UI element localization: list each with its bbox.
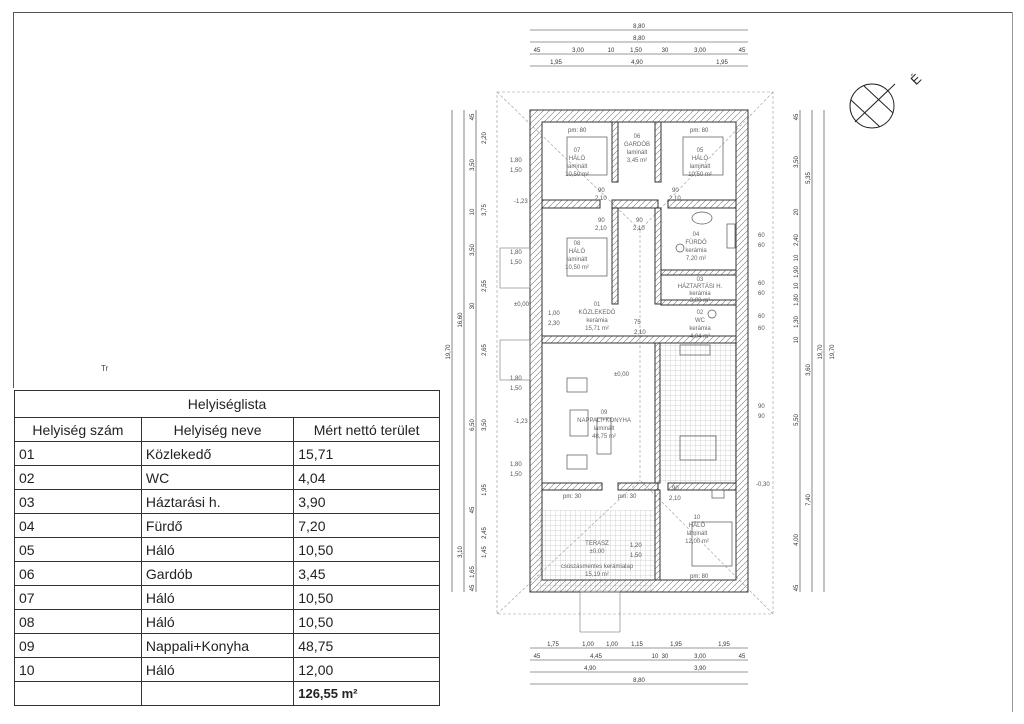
- svg-text:4,90: 4,90: [584, 666, 596, 672]
- svg-text:15,71 m²: 15,71 m²: [585, 326, 609, 332]
- room-number: 05: [15, 538, 142, 562]
- svg-text:60: 60: [758, 281, 765, 287]
- svg-text:kerámia: kerámia: [689, 291, 711, 297]
- dimension-chains-right: [794, 110, 836, 592]
- svg-text:3,00: 3,00: [572, 48, 584, 54]
- svg-text:kerámia: kerámia: [689, 326, 711, 332]
- svg-text:1,95: 1,95: [670, 642, 682, 648]
- svg-text:1,65: 1,65: [470, 566, 476, 578]
- floor-plan: [440, 14, 1024, 714]
- svg-text:4,00: 4,00: [794, 534, 800, 546]
- svg-text:4,45: 4,45: [590, 654, 602, 660]
- svg-text:3,50: 3,50: [482, 419, 488, 431]
- svg-text:07: 07: [573, 148, 581, 154]
- svg-text:-1,23: -1,23: [514, 199, 528, 205]
- svg-text:±0,00: ±0,00: [614, 372, 629, 378]
- svg-text:2,10: 2,10: [595, 226, 607, 232]
- table-row: [15, 442, 440, 466]
- svg-text:2,10: 2,10: [634, 330, 646, 336]
- svg-text:10,50 m²: 10,50 m²: [565, 172, 589, 178]
- svg-text:02: 02: [696, 310, 704, 316]
- svg-text:30: 30: [661, 654, 669, 660]
- svg-text:TERASZ: TERASZ: [585, 541, 609, 547]
- svg-text:30: 30: [661, 48, 669, 54]
- svg-text:1,50: 1,50: [510, 260, 522, 266]
- svg-text:1,50: 1,50: [630, 553, 642, 559]
- svg-text:10: 10: [794, 254, 800, 262]
- svg-text:3,50: 3,50: [470, 159, 476, 171]
- svg-text:30: 30: [470, 302, 476, 310]
- room-number: 03: [15, 490, 142, 514]
- svg-text:HÁLÓ: HÁLÓ: [568, 249, 586, 255]
- svg-text:20: 20: [794, 208, 800, 216]
- svg-text:3,75: 3,75: [482, 204, 488, 216]
- svg-text:10: 10: [794, 282, 800, 290]
- svg-text:-0,30: -0,30: [756, 482, 770, 488]
- dimension-chains-top: [530, 24, 748, 66]
- col-header-number: Helyiség szám: [15, 418, 142, 442]
- svg-text:8,80: 8,80: [633, 24, 645, 30]
- svg-text:3,50: 3,50: [794, 156, 800, 168]
- room-area: 4,04: [294, 466, 440, 490]
- svg-text:1,95: 1,95: [550, 60, 562, 66]
- svg-text:laminált: laminált: [566, 257, 588, 263]
- room-area: 10,50: [294, 538, 440, 562]
- svg-text:10,50 m²: 10,50 m²: [565, 265, 589, 271]
- svg-text:pm: 80: pm: 80: [568, 128, 587, 134]
- room-area: 10,50: [294, 610, 440, 634]
- svg-text:90: 90: [758, 404, 765, 410]
- svg-text:06: 06: [633, 134, 641, 140]
- svg-text:KÖZLEKEDŐ: KÖZLEKEDŐ: [578, 310, 616, 316]
- svg-text:12,00 m²: 12,00 m²: [685, 539, 709, 545]
- svg-text:5,35: 5,35: [806, 172, 812, 184]
- svg-text:7,40: 7,40: [806, 494, 812, 506]
- svg-text:NAPPALI+KONYHA: NAPPALI+KONYHA: [577, 418, 631, 424]
- room-area: 12,00: [294, 658, 440, 682]
- room-number: 06: [15, 562, 142, 586]
- table-total-row: [15, 682, 440, 706]
- svg-text:pm: 30: pm: 30: [563, 494, 582, 500]
- room-list-table: [14, 390, 440, 706]
- svg-text:FÜRDŐ: FÜRDŐ: [685, 240, 707, 246]
- svg-text:1,80: 1,80: [510, 376, 522, 382]
- svg-text:19,70: 19,70: [830, 344, 836, 360]
- room-number: 07: [15, 586, 142, 610]
- table-row: [15, 514, 440, 538]
- svg-text:laminált: laminált: [593, 426, 615, 432]
- svg-text:10: 10: [693, 515, 701, 521]
- room-label-08: [565, 241, 589, 271]
- svg-text:1,15: 1,15: [631, 642, 643, 648]
- svg-text:1,20: 1,20: [630, 543, 642, 549]
- table-row: [15, 562, 440, 586]
- room-label-05: [688, 148, 712, 178]
- dimension-chains-left: [446, 110, 488, 592]
- svg-text:45: 45: [794, 584, 800, 592]
- svg-text:-1,23: -1,23: [514, 419, 528, 425]
- svg-text:WC: WC: [695, 318, 705, 324]
- room-number: 08: [15, 610, 142, 634]
- room-area: 48,75: [294, 634, 440, 658]
- svg-text:1,80: 1,80: [510, 158, 522, 164]
- svg-text:10: 10: [794, 336, 800, 344]
- svg-text:90: 90: [598, 188, 605, 194]
- svg-text:1,95: 1,95: [716, 60, 728, 66]
- svg-text:45: 45: [470, 113, 476, 121]
- svg-text:4,04 m²: 4,04 m²: [689, 334, 711, 340]
- svg-text:pm: 80: pm: 80: [690, 574, 709, 580]
- svg-text:1,45: 1,45: [482, 546, 488, 558]
- table-row: [15, 586, 440, 610]
- svg-text:pm: 80: pm: 80: [690, 128, 709, 134]
- svg-text:45: 45: [738, 654, 746, 660]
- svg-text:3,90: 3,90: [694, 666, 706, 672]
- room-label-07: [565, 148, 589, 178]
- room-area: 10,50: [294, 586, 440, 610]
- room-label-06: [624, 134, 650, 164]
- stove: [712, 490, 724, 498]
- armchair-2: [567, 455, 587, 469]
- svg-text:1,00: 1,00: [582, 642, 594, 648]
- svg-text:csúszásmentes kerámialap: csúszásmentes kerámialap: [560, 564, 634, 570]
- svg-text:04: 04: [692, 232, 700, 238]
- svg-text:60: 60: [758, 233, 765, 239]
- svg-text:45: 45: [470, 506, 476, 514]
- svg-text:1,80: 1,80: [794, 294, 800, 306]
- room-list-caption: Helyiséglista: [15, 391, 440, 418]
- svg-text:7,20 m²: 7,20 m²: [685, 256, 707, 262]
- svg-text:pm: 30: pm: 30: [618, 494, 637, 500]
- svg-text:2,10: 2,10: [669, 496, 681, 502]
- svg-text:2,20: 2,20: [482, 132, 488, 144]
- svg-text:2,65: 2,65: [482, 344, 488, 356]
- room-label-04: [685, 232, 707, 262]
- svg-text:HÁLÓ: HÁLÓ: [688, 523, 706, 529]
- svg-text:5,50: 5,50: [794, 414, 800, 426]
- svg-text:1,00: 1,00: [606, 642, 618, 648]
- room-name: Közlekedő: [141, 442, 293, 466]
- svg-text:1,90: 1,90: [794, 266, 800, 278]
- svg-text:laminált: laminált: [626, 150, 648, 156]
- svg-text:10: 10: [607, 48, 615, 54]
- svg-text:2,10: 2,10: [669, 196, 681, 202]
- svg-text:10: 10: [651, 654, 659, 660]
- svg-text:laminált: laminált: [689, 164, 711, 170]
- room-name: Nappali+Konyha: [141, 634, 293, 658]
- svg-text:48,75 m²: 48,75 m²: [592, 434, 616, 440]
- svg-text:1,30: 1,30: [794, 316, 800, 328]
- svg-text:03: 03: [696, 277, 704, 283]
- room-label-10: [685, 515, 709, 545]
- svg-text:2,30: 2,30: [548, 321, 560, 327]
- svg-text:HÁLÓ: HÁLÓ: [691, 156, 709, 162]
- svg-text:3,60: 3,60: [806, 364, 812, 376]
- svg-text:3,50: 3,50: [470, 244, 476, 256]
- svg-text:kerámia: kerámia: [586, 318, 608, 324]
- dimension-chains-bottom: [530, 642, 748, 684]
- sheet-frame-top: [13, 12, 1013, 13]
- svg-text:3,90 m²: 3,90 m²: [689, 298, 711, 304]
- svg-text:1,80: 1,80: [510, 462, 522, 468]
- room-number: 01: [15, 442, 142, 466]
- room-number: 10: [15, 658, 142, 682]
- table-row: [15, 538, 440, 562]
- svg-text:45: 45: [738, 48, 746, 54]
- room-area: 3,45: [294, 562, 440, 586]
- svg-text:1,50: 1,50: [510, 386, 522, 392]
- armchair-1: [567, 378, 587, 392]
- room-label-01: [579, 302, 616, 332]
- svg-text:15,19 m²: 15,19 m²: [585, 572, 609, 578]
- room-number: 09: [15, 634, 142, 658]
- north-arrow-icon: [850, 71, 924, 128]
- svg-text:É: É: [907, 71, 925, 88]
- room-number: 04: [15, 514, 142, 538]
- svg-text:1,95: 1,95: [718, 642, 730, 648]
- room-area: 7,20: [294, 514, 440, 538]
- svg-text:16,60: 16,60: [458, 312, 464, 328]
- svg-text:laminált: laminált: [686, 531, 708, 537]
- table-row: [15, 610, 440, 634]
- room-name: Háló: [141, 658, 293, 682]
- sink: [692, 212, 712, 224]
- room-label-09: [577, 410, 631, 440]
- svg-text:1,50: 1,50: [510, 168, 522, 174]
- svg-text:2,55: 2,55: [482, 280, 488, 292]
- svg-text:3,45 m²: 3,45 m²: [626, 158, 648, 164]
- table-row: [15, 634, 440, 658]
- svg-text:1,80: 1,80: [510, 250, 522, 256]
- svg-text:10,50 m²: 10,50 m²: [688, 172, 712, 178]
- svg-text:60: 60: [758, 243, 765, 249]
- svg-text:1,50: 1,50: [630, 48, 642, 54]
- room-name: Háztarási h.: [141, 490, 293, 514]
- svg-text:±0,00: ±0,00: [514, 302, 529, 308]
- svg-text:2,10: 2,10: [595, 196, 607, 202]
- svg-text:90: 90: [672, 486, 679, 492]
- col-header-area: Mért nettó terület: [294, 418, 440, 442]
- svg-text:01: 01: [593, 302, 601, 308]
- toilet-bath: [676, 244, 684, 252]
- svg-text:HÁLÓ: HÁLÓ: [568, 156, 586, 162]
- svg-text:±0,00: ±0,00: [589, 549, 605, 555]
- room-name: WC: [141, 466, 293, 490]
- room-name: Gardób: [141, 562, 293, 586]
- room-number: 02: [15, 466, 142, 490]
- svg-text:09: 09: [600, 410, 608, 416]
- svg-text:05: 05: [696, 148, 704, 154]
- svg-text:2,40: 2,40: [794, 234, 800, 246]
- svg-text:19,70: 19,70: [446, 344, 452, 360]
- svg-text:3,00: 3,00: [694, 48, 706, 54]
- room-name: Háló: [141, 538, 293, 562]
- room-area: 15,71: [294, 442, 440, 466]
- room-name: Háló: [141, 586, 293, 610]
- svg-text:90: 90: [672, 188, 679, 194]
- svg-text:90: 90: [636, 218, 643, 224]
- svg-text:4,90: 4,90: [631, 60, 643, 66]
- svg-text:3,00: 3,00: [694, 654, 706, 660]
- svg-text:kerámia: kerámia: [685, 248, 707, 254]
- svg-text:75: 75: [634, 320, 641, 326]
- svg-text:60: 60: [758, 326, 765, 332]
- svg-text:6,50: 6,50: [470, 419, 476, 431]
- svg-text:3,10: 3,10: [458, 546, 464, 558]
- table-row: [15, 466, 440, 490]
- svg-text:08: 08: [573, 241, 581, 247]
- col-header-name: Helyiség neve: [141, 418, 293, 442]
- kitchen-floor: [660, 343, 736, 483]
- svg-text:10: 10: [470, 208, 476, 216]
- svg-text:laminált: laminált: [566, 164, 588, 170]
- svg-text:45: 45: [470, 584, 476, 592]
- svg-text:1,95: 1,95: [482, 484, 488, 496]
- room-name: Háló: [141, 610, 293, 634]
- svg-text:2,45: 2,45: [482, 527, 488, 539]
- svg-text:GARDÓB: GARDÓB: [623, 142, 651, 148]
- svg-text:1,75: 1,75: [547, 642, 559, 648]
- room-area: 3,90: [294, 490, 440, 514]
- svg-text:60: 60: [758, 314, 765, 320]
- total-area: 126,55 m²: [294, 682, 440, 706]
- svg-text:19,70: 19,70: [818, 344, 824, 360]
- svg-text:2,10: 2,10: [633, 226, 645, 232]
- svg-text:45: 45: [533, 654, 541, 660]
- svg-text:90: 90: [598, 218, 605, 224]
- table-row: [15, 490, 440, 514]
- svg-text:8,80: 8,80: [633, 678, 645, 684]
- svg-text:45: 45: [533, 48, 541, 54]
- bathtub: [727, 224, 735, 248]
- table-row: [15, 658, 440, 682]
- svg-text:8,80: 8,80: [633, 36, 645, 42]
- svg-text:1,00: 1,00: [548, 311, 560, 317]
- room-name: Fürdő: [141, 514, 293, 538]
- svg-text:90: 90: [758, 414, 765, 420]
- svg-text:45: 45: [794, 113, 800, 121]
- svg-text:60: 60: [758, 291, 765, 297]
- svg-text:HÁZTARTÁSI H.: HÁZTARTÁSI H.: [677, 284, 723, 290]
- toilet-wc: [708, 310, 716, 318]
- tr-marker: Tr: [101, 364, 109, 373]
- sheet-frame-left: [13, 12, 14, 388]
- svg-text:1,50: 1,50: [510, 472, 522, 478]
